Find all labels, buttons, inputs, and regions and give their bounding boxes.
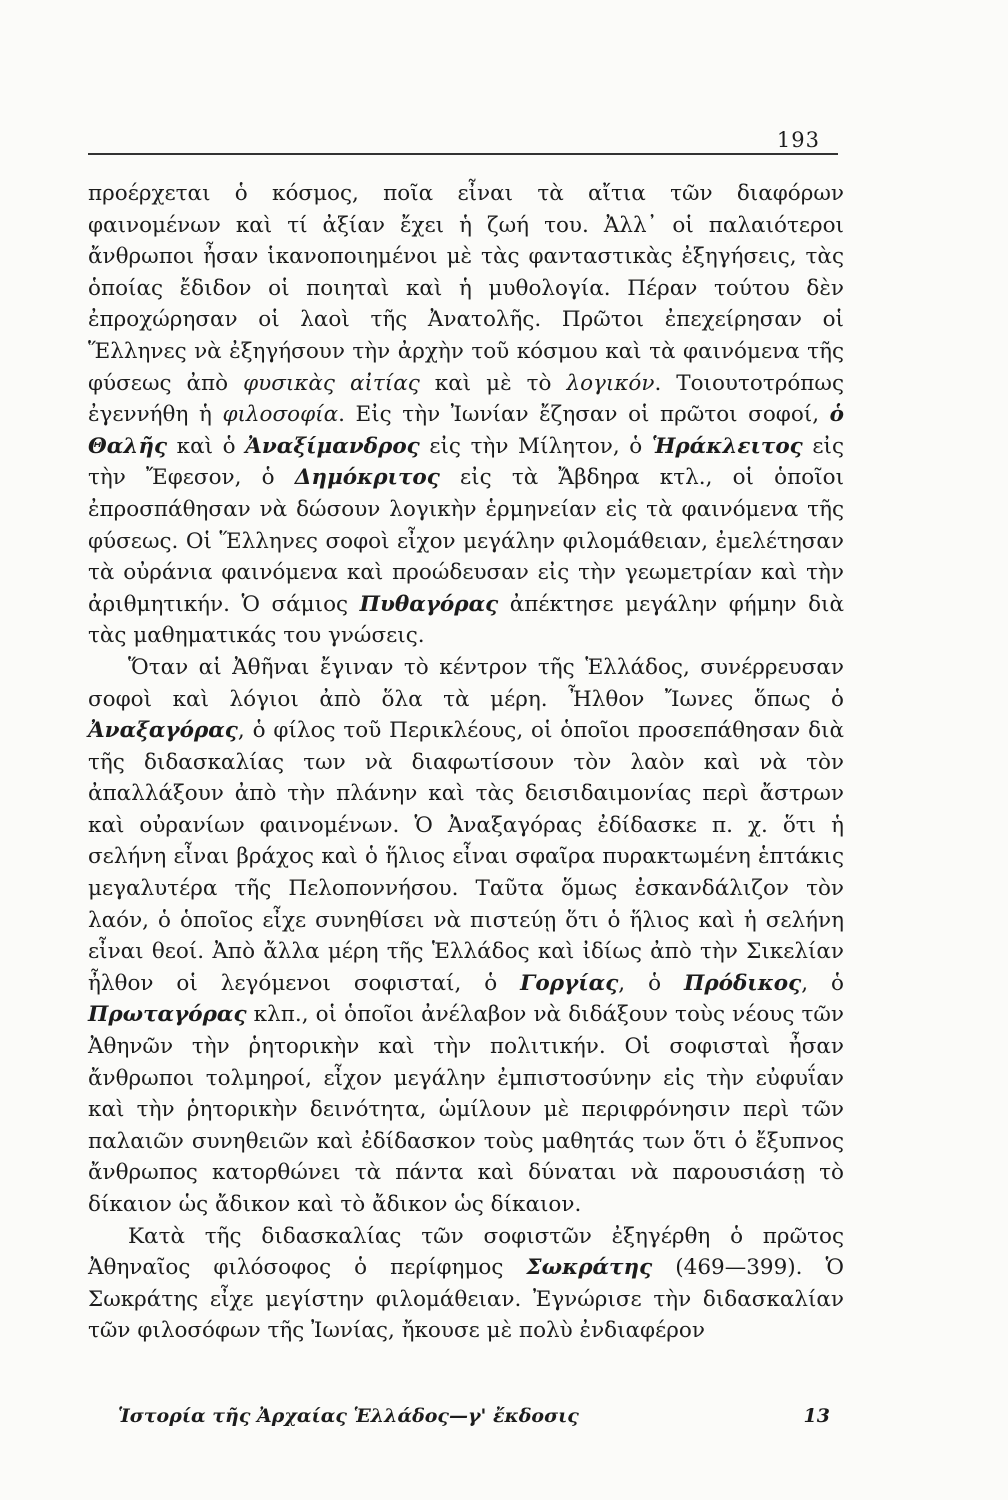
text-run: εἰς τὴν Ἔφεσον, ὁ — [88, 433, 844, 491]
person-name: Ἀναξαγόρας — [88, 718, 238, 744]
text-run: προέρχεται ὁ κόσμος, ποῖα εἶναι τὰ αἴτια τῶν διαφόρων φαινομένων καὶ τί ἀξίαν ἔχει ἡ ζωή του. Ἀλλ᾽ οἱ παλαιότεροι ἄνθρωποι ἦσαν ἱκανοποιημένοι μὲ τὰς φανταστικὰς ἐξηγήσεις, τὰς ὁποίας ἔδιδον οἱ ποιηταὶ καὶ ἡ μυθολογία. Πέραν τούτου δὲν ἐπροχώρησαν οἱ λαοὶ τῆς Ἀνατολῆς. Πρῶτοι ἐπεχείρησαν οἱ Ἕλληνες νὰ ἐξηγήσουν τὴν ἀρχὴν τοῦ κόσμου καὶ τὰ φαινόμενα τῆς φύσεως ἀπὸ — [88, 181, 844, 396]
text-run: καὶ ὁ — [167, 433, 246, 459]
paragraph-3 — [88, 1221, 844, 1347]
text-run: Κατὰ τῆς διδασκαλίας τῶν σοφιστῶν ἐξηγέρθη ὁ πρῶτος Ἀθηναῖος φιλόσοφος ὁ περίφημος — [88, 1223, 844, 1281]
footer-book-title: Ἱστορία τῆς Ἀρχαίας Ἑλλάδος—γ' ἔκδοσις — [118, 1405, 579, 1427]
text-run: . Τοιουτοτρόπως ἐγεννήθη ἡ — [88, 370, 845, 428]
page-number: 193 — [776, 128, 820, 152]
person-name: Πρόδικος — [684, 970, 802, 996]
person-name: Πυθαγόρας — [359, 591, 499, 617]
text-run: Ὅταν αἱ Ἀθῆναι ἔγιναν τὸ κέντρον τῆς Ἑλλάδος, συνέρρευσαν σοφοὶ καὶ λόγιοι ἀπὸ ὅλα τὰ μέρη. Ἦλθον Ἴωνες ὅπως ὁ — [88, 654, 844, 712]
paragraph-1 — [88, 178, 844, 652]
text-run: καὶ μὲ τὸ — [419, 370, 567, 396]
person-name: ὁ Θαλῆς — [88, 402, 844, 459]
italic-term: λογικόν — [566, 370, 655, 396]
person-name: Ἀναξίμανδρος — [245, 433, 420, 459]
person-name: Δημόκριτος — [294, 465, 440, 491]
footer-signature-number: 13 — [803, 1405, 830, 1427]
text-run: , ὁ φίλος τοῦ Περικλέους, οἱ ὁποῖοι προσεπάθησαν διὰ τῆς διδασκαλίας των νὰ διαφωτίσουν τὸν λαὸν καὶ νὰ τὸν ἀπαλλάξουν ἀπὸ τὴν πλάνην καὶ τὰς δεισιδαιμονίας περὶ ἄστρων καὶ οὐρανίων φαινομένων. Ὁ Ἀναξαγόρας ἐδίδασκε π. χ. ὅτι ἡ σελήνη εἶναι βράχος καὶ ὁ ἥλιος εἶναι σφαῖρα πυρακτωμένη ἑπτάκις μεγαλυτέρα τῆς Πελοποννήσου. Ταῦτα ὅμως ἐσκανδάλιζον τὸν λαόν, ὁ ὁποῖος εἶχε συνηθίσει νὰ πιστεύῃ ὅτι ὁ ἥλιος καὶ ἡ σελήνη εἶναι θεοί. Ἀπὸ ἄλλα μέρη τῆς Ἑλλάδος καὶ ἰδίως ἀπὸ τὴν Σικελίαν ἦλθον οἱ λεγόμενοι σοφισταί, ὁ — [88, 718, 844, 996]
paragraph-2 — [88, 652, 844, 1221]
italic-term: φυσικὰς αἰτίας — [243, 370, 420, 396]
text-run: εἰς τὰ Ἄβδηρα κτλ., οἱ ὁποῖοι ἐπροσπάθησαν νὰ δώσουν λογικὴν ἑρμηνείαν εἰς τὰ φαινόμενα τῆς φύσεως. Οἱ Ἕλληνες σοφοὶ εἶχον μεγάλην φιλομάθειαν, ἐμελέτησαν τὰ οὐράνια φαινόμενα καὶ προώδευσαν εἰς τὴν γεωμετρίαν καὶ τὴν ἀριθμητικήν. Ὁ σάμιος — [88, 465, 844, 617]
person-name: Γοργίας — [520, 970, 619, 996]
text-run: κλπ., οἱ ὁποῖοι ἀνέλαβον νὰ διδάξουν τοὺς νέους τῶν Ἀθηνῶν τὴν ῥητορικὴν καὶ τὴν πολιτικήν. Οἱ σοφισταὶ ἦσαν ἄνθρωποι τολμηροί, εἶχον μεγάλην ἐμπιστοσύνην εἰς τὴν εὐφυΐαν καὶ τὴν ῥητορικὴν δεινότητα, ὡμίλουν μὲ περιφρόνησιν περὶ τῶν παλαιῶν συνηθειῶν καὶ ἐδίδασκον τοὺς μαθητάς των ὅτι ὁ ἔξυπνος ἄνθρωπος κατορθώνει τὰ πάντα καὶ δύναται νὰ παρουσιάσῃ τὸ δίκαιον ὡς ἄδικον καὶ τὸ ἄδικον ὡς δίκαιον. — [88, 1002, 844, 1217]
text-run: . Εἰς τὴν Ἰωνίαν ἔζησαν οἱ πρῶτοι σοφοί, — [338, 402, 830, 428]
italic-term: φιλοσοφία — [222, 402, 339, 428]
text-run: ἀπέκτησε μεγάλην φήμην διὰ τὰς μαθηματικάς του γνώσεις. — [88, 591, 845, 649]
text-run: εἰς τὴν Μίλητον, ὁ — [419, 433, 652, 459]
body-text — [88, 178, 844, 1347]
footer — [118, 1405, 830, 1427]
person-name: Ἡράκλειτος — [651, 433, 803, 459]
text-run: , ὁ — [801, 970, 844, 996]
person-name: Σωκράτης — [526, 1255, 653, 1281]
header-rule — [88, 153, 838, 155]
person-name: Πρωταγόρας — [88, 1002, 247, 1028]
text-run: (469—399). Ὁ Σωκράτης εἶχε μεγίστην φιλομάθειαν. Ἐγνώρισε τὴν διδασκαλίαν τῶν φιλοσόφων τῆς Ἰωνίας, ἤκουσε μὲ πολὺ ἐνδιαφέρον — [88, 1255, 844, 1344]
text-run: , ὁ — [618, 970, 684, 996]
